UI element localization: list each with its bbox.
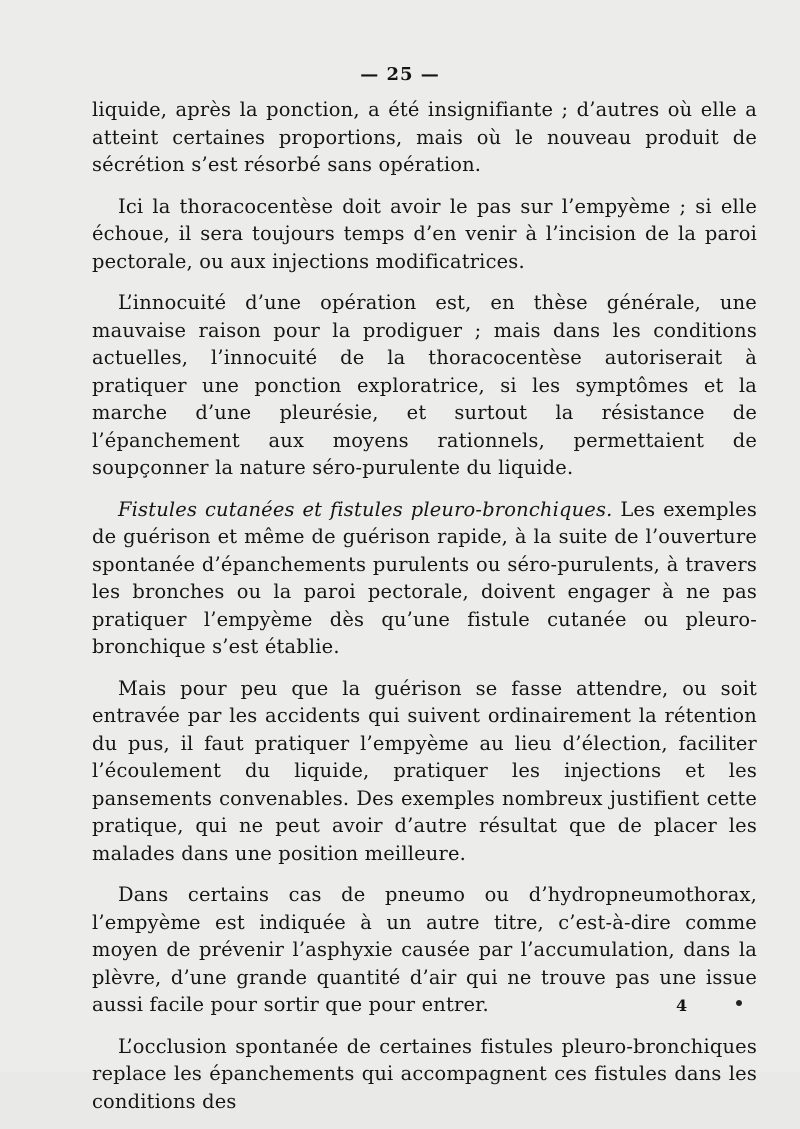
paragraph — [92, 193, 757, 276]
paragraph-text: Ici la thoracocentèse doit avoir le pas sur l’empyème ; si elle échoue, il sera toujours temps d’en venir à l’incision de la paroi pectorale, ou aux injections modificatrices. — [92, 194, 757, 273]
paragraph — [92, 1033, 757, 1116]
paragraph — [92, 675, 757, 868]
paragraph — [92, 496, 757, 661]
paragraph-text: L’innocuité d’une opération est, en thèse générale, une mauvaise raison pour la prodiguer ; mais dans les conditions actuelles, l’innocuité de la thoracocentèse autoriserait à pratiquer une ponction exploratrice, si les symptômes et la marche d’une pleurésie, et surtout la résistance de l’épanchement aux moyens rationnels, permettaient de soupçonner la nature séro-purulente du liquide. — [92, 291, 757, 479]
page-number: — 25 — — [360, 64, 440, 85]
paragraph-text: Mais pour peu que la guérison se fasse attendre, ou soit entravée par les accidents qui suivent ordinairement la rétention du pus, il faut pratiquer l’empyème au lieu d’élection, faciliter l’écoulement du liquide, pratiquer les injections et les pansements convenables. Des exemples nombreux justifient cette pratique, qui ne peut avoir d’autre résultat que de placer les malades dans une position meilleure. — [92, 676, 757, 865]
paragraph — [92, 289, 757, 482]
paragraph — [92, 96, 757, 179]
paragraph-text: L’occlusion spontanée de certaines fistules pleuro-bronchiques replace les épanchements qui accompagnent ces fistules dans les conditions des — [92, 1034, 757, 1113]
signature-mark: 4 — [676, 996, 688, 1015]
paragraph-text: liquide, après la ponction, a été insignifiante ; d’autres où elle a atteint certaines proportions, mais où le nouveau produit de sécrétion s’est résorbé sans opération. — [92, 98, 757, 176]
ink-dot — [736, 1000, 742, 1006]
paragraph-text: Les exemples de guérison et même de guérison rapide, à la suite de l’ouverture spontanée d’épanchements purulents ou séro-purulents, à travers les bronches ou la paroi pectorale, doivent engager à ne pas pratiquer l’empyème dès qu’une fistule cutanée ou pleuro-bronchique s’est établie. — [92, 497, 758, 658]
section-heading: Fistules cutanées et fistules pleuro-bronchiques. — [118, 497, 613, 521]
paragraph — [92, 881, 757, 1019]
document-body — [92, 96, 757, 1129]
paragraph-text: Dans certains cas de pneumo ou d’hydropneumothorax, l’empyème est indiquée à un autre titre, c’est-à-dire comme moyen de prévenir l’asphyxie causée par l’accumulation, dans la plèvre, d’une grande quantité d’air qui ne trouve pas une issue aussi facile pour sortir que pour entrer. — [92, 883, 757, 1016]
